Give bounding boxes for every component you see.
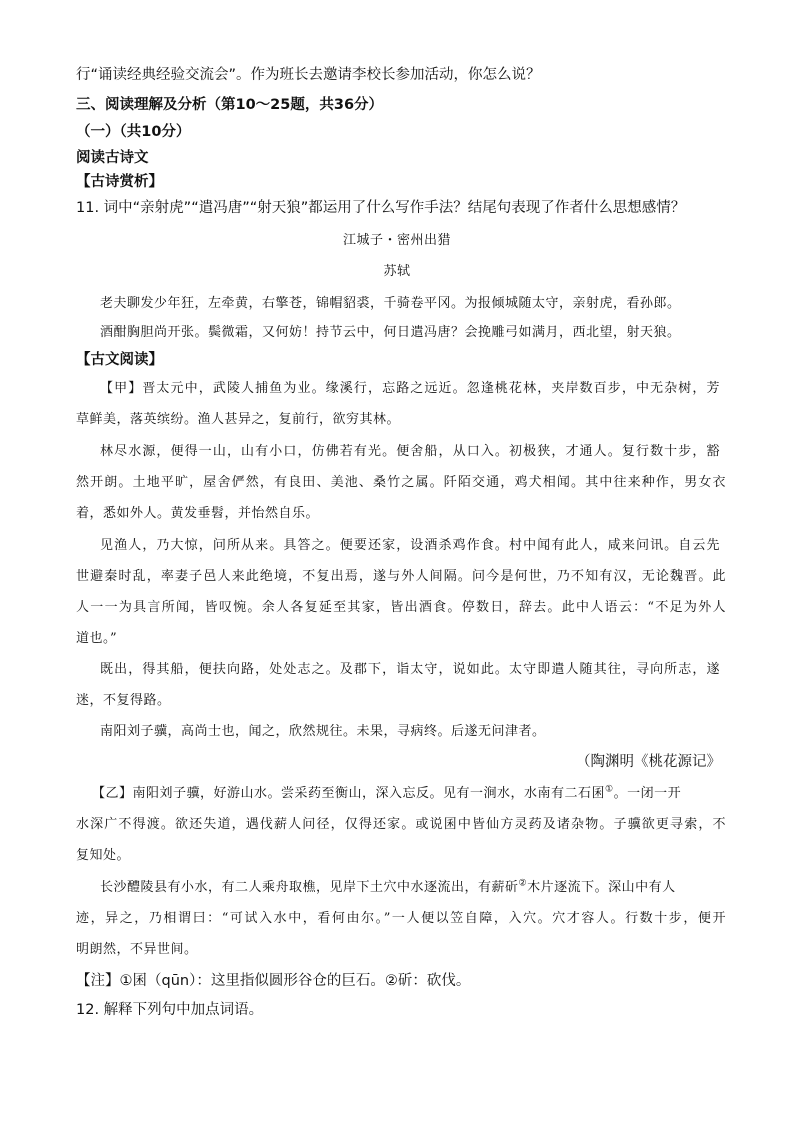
passage-yi-text: 长沙醴陵县有小水，有二人乘舟取樵，见岸下土穴中水逐流出，有薪斫 (100, 880, 519, 895)
passage-yi-text: 。一闭一开 (613, 786, 682, 801)
footnote-mark: ② (518, 878, 528, 889)
passage-jia-line: 世避秦时乱，率妻子邑人来此绝境，不复出焉，遂与外人间隔。问今是何世，乃不知有汉，无论魏晋。此 (76, 569, 726, 584)
passage-jia-line: 然开朗。土地平旷，屋舍俨然，有良田、美池、桑竹之属。阡陌交通，鸡犬相闻。其中往来种作，男女衣 (76, 475, 726, 490)
passage-jia-line: 迷，不复得路。 (76, 693, 171, 708)
poem-author: 苏轼 (383, 264, 411, 279)
passage-yi-line: 迹，异之，乃相谓曰：“可试入水中，看何由尔。”一人便以笠自障，入穴。穴才容人。行数十步，便开 (76, 911, 726, 926)
passage-jia-line: 人一一为具言所闻，皆叹惋。余人各复延至其家，皆出酒食。停数日，辞去。此中人语云：“不足为外人 (76, 600, 726, 615)
passage-jia-line: 既出，得其船，便扶向路，处处志之。及郡下，诣太守，说如此。太守即遣人随其往，寻向所志，遂 (100, 662, 720, 677)
passage-jia-line: 【甲】晋太元中，武陵人捕鱼为业。缘溪行，忘路之远近。忽逢桃花林，夹岸数百步，中无杂树，芳 (100, 381, 720, 396)
poem-title: 江城子・密州出猎 (342, 233, 451, 248)
prose-heading: 【古文阅读】 (76, 352, 163, 368)
passage-yi-text: 【乙】南阳刘子骥，好游山水。尝采药至衡山，深入忘反。见有一涧水，水南有二石囷 (92, 786, 606, 801)
passage-jia-line: 着，悉如外人。黄发垂髫，并怡然自乐。 (76, 506, 320, 521)
passage-yi-line (100, 878, 720, 898)
question-12: 12. 解释下列句中加点词语。 (76, 1002, 264, 1018)
passage-yi-line: 复知处。 (76, 848, 131, 863)
section-heading: 三、阅读理解及分析（第10～25题，共36分） (76, 97, 384, 113)
poem-line: 老夫聊发少年狂，左牵黄，右擎苍，锦帽貂裘，千骑卷平冈。为报倾城随太守，亲射虎，看孙郎。 (100, 296, 681, 311)
subsection-heading: 阅读古诗文 (76, 150, 149, 166)
passage-jia-source: （陶渊明《桃花源记》 (576, 754, 721, 770)
passage-yi-line: 明朗然，不异世间。 (76, 942, 198, 957)
annotation-note: 【注】①囷（qūn）：这里指似圆形谷仓的巨石。②斫：砍伐。 (76, 973, 471, 989)
question-11: 11. 词中“亲射虎”“遣冯唐”“射天狼”都运用了什么写作手法？结尾句表现了作者什么思想感情？ (76, 200, 686, 216)
passage-jia-line: 林尽水源，便得一山，山有小口，仿佛若有光。便舍船，从口入。初极狭，才通人。复行数十步，豁 (100, 444, 720, 459)
passage-jia-line: 草鲜美，落英缤纷。渔人甚异之，复前行，欲穷其林。 (76, 412, 401, 427)
footnote-mark: ① (605, 784, 614, 795)
passage-yi-line (92, 784, 712, 804)
poem-line: 酒酣胸胆尚开张。鬓微霜，又何妨！持节云中，何日遣冯唐？会挽雕弓如满月，西北望，射天狼。 (100, 325, 681, 340)
passage-jia-line: 见渔人，乃大惊，问所从来。具答之。便要还家，设酒杀鸡作食。村中闻有此人，咸来问讯。自云先 (100, 538, 720, 553)
passage-yi-line: 水深广不得渡。欲还失道，遇伐薪人问径，仅得还家。或说囷中皆仙方灵药及诸杂物。子骥欲更寻索，不 (76, 817, 726, 832)
passage-yi-text: 木片逐流下。深山中有人 (527, 880, 676, 895)
poem-appreciation-heading: 【古诗赏析】 (76, 174, 163, 190)
text-line: 行“诵读经典经验交流会”。作为班长去邀请李校长参加活动，你怎么说？ (76, 67, 541, 83)
passage-jia-line: 南阳刘子骥，高尚士也，闻之，欣然规往。未果，寻病终。后遂无问津者。 (100, 724, 546, 739)
passage-jia-line: 道也。” (76, 631, 118, 646)
part-heading: （一）（共10分） (76, 124, 191, 140)
